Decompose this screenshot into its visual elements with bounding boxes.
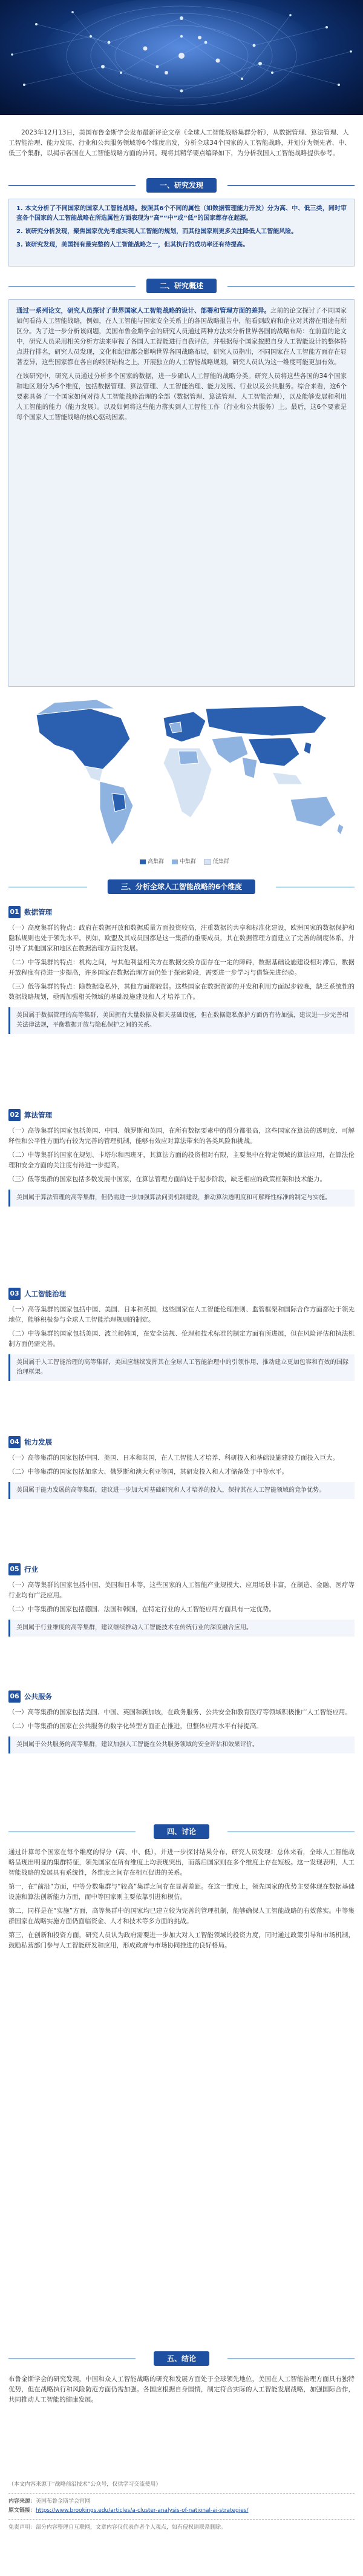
topic-title: 公共服务 [24, 1692, 52, 1701]
original-link[interactable]: https://www.brookings.edu/articles/a-cluster-analysis-of-national-ai-strategies/ [36, 2508, 249, 2514]
topic-title: 算法管理 [24, 1110, 52, 1119]
topic-title: 能力发展 [24, 1437, 52, 1446]
overview-paragraph-2: 在该研究中，研究人员通过分析多个国家的数据，进一步确认人工智能的战略分类。研究人员将这些各国的34个国家和地区划分为6个维度，包括数据管理、算法管理、人工智能治理、能力发展、行业以及公共服务。综合来看，这6个要素具备了一个国家如何对待人工智能战略治理的全部（数据管理、算法管理、人工智能治理），以及能够发展和利用人工智能的能力（能力发展）。以及如何将这些能力落实到人工智能工作（行业和公共服务）上。最后，这6个要素是每个国家人工智能战略的核心驱动因素。 [16, 372, 347, 421]
discussion-para: 通过计算每个国家在每个维度的得分（高、中、低），并进一步探讨结果分布，研究人员发现：总体来看，全球人工智能战略呈现出明显的集群特征，领先国家在所有维度上均表现突出，而落后国家则在多个维度上存在短板。这一发现表明，人工智能战略的发展具有系统性，各维度之间存在相互促进的关系。 [8, 1849, 355, 1876]
topic-para: （一）高等集群的国家包括中国、美国、日本和英国，这些国家在人工智能伦理准则、监管框架和国际合作方面都处于领先地位，能够积极参与全球人工智能治理规则的制定。 [8, 1305, 355, 1323]
finding-item-3: 3. 该研究发现，美国拥有最完整的人工智能战略之一，但其执行的成功率还有待提高。 [16, 242, 249, 248]
topic-title: 行业 [24, 1564, 38, 1574]
topic-title: 数据管理 [24, 907, 52, 916]
topic-para: （二）中等集群的国家包括加拿大、俄罗斯和澳大利亚等国，其研发投入和人才储备处于中等水平。 [8, 1468, 288, 1475]
topic-title: 人工智能治理 [24, 1289, 66, 1298]
topic-para: （一）高等集群的国家包括美国、中国、俄罗斯和英国，在所有数据要素中的得分都很高，这些国家在算法的透明度、可解释性和公平性方面均有较为完善的管理机制，能够有效应对算法带来的各类风险和挑战。 [8, 1127, 355, 1145]
topic-para: （一）高等集群的国家包括中国、美国和日本等，这些国家的人工智能产业规模大、应用场景丰富，在制造、金融、医疗等行业均有广泛应用。 [8, 1581, 355, 1599]
topic-number: 05 [8, 1563, 21, 1575]
topic-recommendation: 美国属于能力发展的高等集群，建议进一步加大对基础研究和人才培养的投入，保持其在人工智能领域的竞争优势。 [8, 1482, 355, 1499]
overview-p1-body: 之前的论文探讨了不同国家如何看待人工智能战略，例如，在人工智能与国家安全关系上的各国战略报告中，能看到政府和企业对其潜在用途有所区分。为了进一步分析该问题，美国布鲁金斯学会的研究人员通过两种方法来分析世界各国的战略布局：在前面的论文中，研究人员采用相关分析方法来审视了各国人工智能进行自我评估，并根据每个国家按照自身人工智能设计的整体特点进行排名，研究人员发现，文化和纪律都会影响世界各国战略布局，研究人员指出，不同国家在人工智能方面存在显著差异，这些国家都在各自的经济结构之上，开展独立的人工智能战略规划，研究人员认为这一维度可能更加有效。 [16, 307, 347, 366]
disclaimer: 免责声明：部分内容整理自互联网，文章内容仅代表作者个人观点，如有侵权请联系删除。 [8, 2525, 227, 2531]
topic-para: （三）低等集群的特点：除数据隐私外，其他方面都较弱。这些国家在数据资源的开发和利用方面起步较晚，缺乏系统性的数据战略规划，亟需加强相关领域的基础设施建设和人才培养工作。 [8, 982, 355, 1001]
cluster-world-map [18, 690, 345, 854]
legend-swatch-mid [172, 859, 178, 864]
legend-swatch-low [204, 859, 211, 865]
section-title-discussion: 四、讨论 [154, 1824, 209, 1839]
overview-paragraph-1 [16, 306, 347, 368]
topic-algorithm-management [8, 1108, 355, 1207]
topic-para: （二）中等集群的国家包括德国、法国和韩国，在特定行业的人工智能应用方面具有一定优势。 [8, 1605, 275, 1613]
topic-number: 01 [8, 906, 21, 918]
source-label: 内容来源： [8, 2498, 36, 2505]
section-header-conclusion [0, 2350, 363, 2371]
section-title-conclusion: 五、结论 [154, 2351, 209, 2366]
topic-number: 03 [8, 1288, 21, 1300]
section-header-dimensions [0, 878, 363, 899]
network-graphic [0, 0, 363, 115]
discussion-body [8, 1847, 355, 1955]
topic-data-management [8, 906, 355, 1034]
link-label: 原文链接： [8, 2508, 36, 2514]
topic-public-service [8, 1690, 355, 1753]
discussion-para: 第三，在创新和投资方面，研究人员认为政府需要进一步加大对人工智能领域的投资力度，同时通过政策引导和市场机制，鼓励私营部门参与人工智能研发和应用，形成政府与市场协同推进的良好格局。 [8, 1932, 355, 1949]
intro-paragraph: 2023年12月13日，美国布鲁金斯学会发布最新评论文章《全球人工智能战略集群分析》，从数据管理、算法管理、人工智能治理、能力发展、行业和公共服务领域等6个维度出发，分析全球34个国家的人工智能战略，并划分为领先者、中、低三个集群，以揭示各国在人工智能战略方面的异同。现将其精华要点编译如下，为分析我国人工智能战略提供参考。 [8, 128, 352, 157]
section-header-findings [0, 177, 363, 197]
map-north-africa [178, 751, 198, 764]
finding-item-1: 1. 本文分析了不同国家的国家人工智能战略。按照其6个不同的属性（如数据管理能力开发）分为高、中、低三类，同时审查各个国家的人工智能战略在所选属性方面表现为”高”“中”或”低”的国家都存在起源。 [16, 205, 347, 222]
map-legend [18, 857, 345, 865]
section-header-discussion [0, 1823, 363, 1844]
conclusion-para: 布鲁金斯学会的研究发现，中国和众人工智能战略的研究和发展方面处于全球领先地位，美国在人工智能治理方面具有独特优势，但在战略执行和风险防范方面仍需加强。各国应根据自身国情，制定符合实际的人工智能发展战略，加强国际合作，共同推动人工智能的健康发展。 [8, 2376, 355, 2403]
topic-recommendation: 美国属于行业维度的高等集群，建议继续推动人工智能技术在传统行业的深度融合应用。 [8, 1620, 355, 1637]
topic-para: （一）高度集群的特点：政府在数据开放和数据质量方面投资较高，注重数据的共享和标准化建设，欧洲国家的数据保护和隐私规则也处于领先水平。例如，欧盟及其成员国都是这一集群的重要成员，其在数据管理方面建立了完善的制度体系，并引导了其他国家和地区在数据治理方面的发展。 [8, 924, 355, 952]
section-title-dimensions: 三、分析全球人工智能战略的6个维度 [108, 879, 255, 894]
footer-note: （本文内容来源于“战略前沿技术”公众号，仅供学习交流使用） [8, 2482, 162, 2488]
finding-item-2: 2. 该研究分析发现，聚焦国家优先考虑实现人工智能的规划，而其他国家则更多关注降低人工智能风险。 [16, 228, 298, 235]
topic-para: （三）低等集群的国家包括多数发展中国家，在算法管理方面尚处于起步阶段，缺乏相应的政策框架和技术能力。 [8, 1175, 326, 1183]
topic-recommendation: 美国属于人工智能治理的高等集群，美国应继续发挥其在全球人工智能治理中的引领作用，推动建立更加包容和有效的国际治理框架。 [8, 1354, 355, 1381]
section-title-overview: 二、研究概述 [146, 279, 217, 293]
topic-para: （二）中等集群的国家在公共服务的数字化转型方面正在推进，但整体应用水平有待提高。 [8, 1722, 263, 1730]
source-value: 美国布鲁金斯学会官网 [36, 2498, 91, 2505]
topic-para: （一）高等集群的国家包括中国、美国、日本和英国，在人工智能人才培养、科研投入和基础设施建设方面投入巨大。 [8, 1454, 339, 1462]
legend-mid: 中集群 [179, 859, 196, 865]
legend-high: 高集群 [148, 859, 165, 865]
topic-number: 04 [8, 1436, 21, 1448]
overview-lead: 通过一系列论文，研究人员探讨了世界国家人工智能战略的设计、部署和管理方面的差异。 [16, 307, 270, 314]
topic-recommendation: 美国属于公共服务的高等集群，建议加强人工智能在公共服务领域的安全评估和效果评价。 [8, 1737, 355, 1753]
legend-swatch-high [140, 859, 146, 864]
topic-para: （一）高等集群的国家包括美国、中国、英国和新加坡，在政务服务、公共安全和教育医疗等领域积极推广人工智能应用。 [8, 1708, 352, 1716]
overview-box [8, 299, 355, 687]
topic-para: （二）中等集群的国家在规划、卡塔尔和西班牙，其算法方面的投资相对有限，主要集中在特定领域的算法应用，在算法伦理和安全方面的关注度有待进一步提高。 [8, 1151, 355, 1169]
topic-recommendation: 美国属于数据管理的高等集群，美国拥有大量数据及相关基础设施，但在数据隐私保护方面仍有待加强，建议进一步完善相关法律法规，平衡数据开放与隐私保护之间的关系。 [8, 1007, 355, 1034]
discussion-para: 第一，在“前沿”方面，中等分数集群与“较高”集群之间存在显著差距。在这一维度上，领先国家的优势主要体现在数据基础设施和算法创新能力方面，而中等国家则主要依靠引进和模仿。 [8, 1883, 355, 1901]
legend-low: 低集群 [212, 859, 229, 865]
section-title-findings: 一、研究发现 [146, 178, 217, 193]
topic-recommendation: 美国属于算法管理的高等集群，但仍需进一步加强算法问责机制建设，推动算法透明度和可解释性标准的制定与实施。 [8, 1190, 355, 1207]
findings-box [8, 199, 355, 267]
topic-ai-governance [8, 1287, 355, 1381]
topic-number: 02 [8, 1109, 21, 1121]
hero-network-image [0, 0, 363, 115]
topic-para: （二）中等集群的国家包括美国、波兰和韩国，在安全法规、伦理和技术标准的制定方面有所进展，但在风险评估和执法机制方面仍需完善。 [8, 1329, 355, 1348]
section-header-overview [0, 277, 363, 298]
article-footer [8, 2480, 355, 2532]
topic-number: 06 [8, 1690, 21, 1703]
conclusion-body [8, 2374, 355, 2409]
topic-capability-development [8, 1435, 355, 1499]
discussion-para: 第二，同样是在“实施”方面，高等集群中的国家均已建立较为完善的管理机制，能够确保人工智能战略的有效落实。中等集群国家在战略实施方面仍面临资金、人才和技术等多方面的挑战。 [8, 1907, 355, 1925]
topic-industry [8, 1563, 355, 1637]
world-map-figure [18, 690, 345, 854]
topic-para: （二）中等集群的特点：机构之间，与其他利益相关方在数据交换方面存在一定的障碍，数据基础设施建设相对滞后，数据开放程度有待进一步提高，许多国家在数据治理方面仍处于探索阶段，需要进一步学习与借鉴先进经验。 [8, 958, 355, 976]
